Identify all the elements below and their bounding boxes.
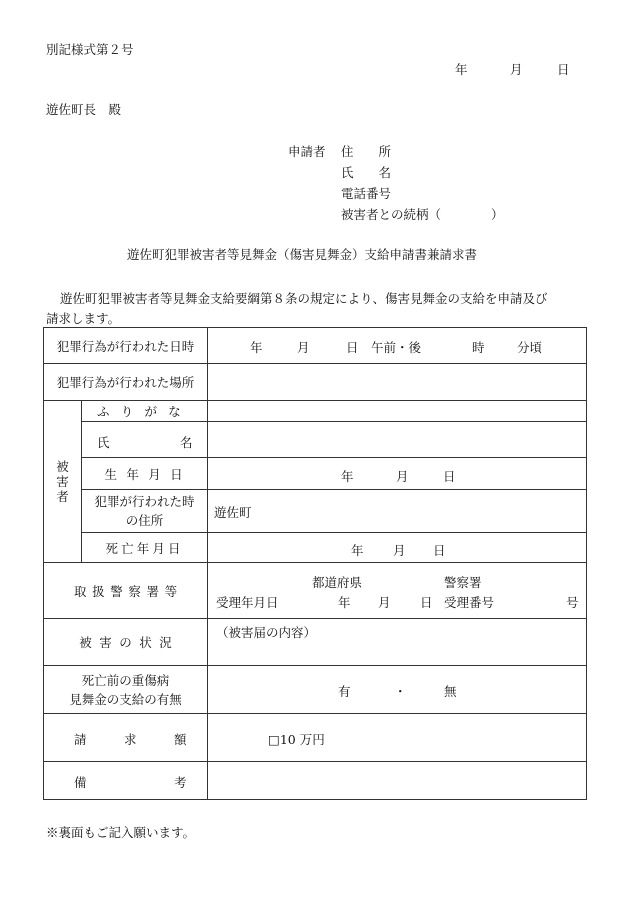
injury-separator: ・ <box>394 684 407 699</box>
police-label: 取扱警察署等 <box>44 563 208 619</box>
victim-name-label-2: 名 <box>180 435 193 450</box>
applicant-label: 申請者 <box>288 144 326 159</box>
birth-year: 年 <box>341 469 354 484</box>
police-receipt-date: 受理年月日 <box>216 595 279 610</box>
injury-yes: 有 <box>338 684 351 699</box>
row-claim-amount <box>44 714 587 762</box>
remarks-field[interactable] <box>208 762 587 800</box>
crime-date-hour: 時 <box>472 340 485 355</box>
residence-label <box>82 490 208 533</box>
birth-date-label: 生年月日 <box>82 458 208 490</box>
police-prefecture: 都道府県 <box>312 575 363 590</box>
footer-note: ※裏面もご記入願います。 <box>46 825 196 840</box>
injury-label-1: 死亡前の重傷病 <box>81 672 170 688</box>
death-date-label: 死亡年月日 <box>82 533 208 563</box>
date-year-label: 年 <box>455 62 468 77</box>
row-victim-name <box>44 422 587 458</box>
police-number-suffix: 号 <box>566 595 579 610</box>
birth-date-field[interactable] <box>208 458 587 490</box>
form-number: 別記様式第２号 <box>46 42 134 57</box>
crime-date-minute: 分頃 <box>517 340 543 355</box>
injury-payment-label <box>44 666 208 714</box>
remarks-label-1: 備 <box>74 775 87 790</box>
row-police <box>44 563 587 619</box>
police-year: 年 <box>338 595 351 610</box>
police-receipt-number: 受理番号 <box>444 595 495 610</box>
residence-label-2: の住所 <box>125 513 164 528</box>
intro-line-1: 遊佐町犯罪被害者等見舞金支給要綱第８条の規定により、傷害見舞金の支給を申請及び <box>60 291 548 306</box>
applicant-phone-label: 電話番号 <box>341 186 392 201</box>
claim-label-3: 額 <box>174 732 187 747</box>
addressee: 遊佐町長 殿 <box>46 102 122 117</box>
claim-label-1: 請 <box>74 732 87 747</box>
police-field[interactable] <box>208 563 587 619</box>
crime-place-field[interactable] <box>208 364 587 401</box>
document-title: 遊佐町犯罪被害者等見舞金（傷害見舞金）支給申請書兼請求書 <box>127 247 478 262</box>
remarks-label-2: 考 <box>174 775 187 790</box>
crime-place-label: 犯罪行為が行われた場所 <box>44 364 208 401</box>
applicant-name-label: 氏 名 <box>341 165 392 180</box>
row-crime-place <box>44 364 587 401</box>
claim-amount-field[interactable] <box>208 714 587 762</box>
victim-name-label <box>82 422 208 458</box>
applicant-relation-label: 被害者との続柄（ ） <box>341 207 504 222</box>
residence-value: 遊佐町 <box>214 505 252 520</box>
applicant-address-label: 住 所 <box>341 144 392 159</box>
birth-day: 日 <box>443 469 456 484</box>
crime-date-label: 犯罪行為が行われた日時 <box>44 328 208 364</box>
row-furigana <box>44 401 587 422</box>
victim-name-field[interactable] <box>208 422 587 458</box>
crime-date-day: 日 <box>346 340 359 355</box>
crime-date-month: 月 <box>297 340 310 355</box>
row-residence <box>44 490 587 533</box>
row-crime-date <box>44 328 587 364</box>
row-birth-date <box>44 458 587 490</box>
police-station: 警察署 <box>444 575 482 590</box>
furigana-field[interactable] <box>208 401 587 422</box>
police-day: 日 <box>420 595 433 610</box>
row-remarks <box>44 762 587 800</box>
death-year: 年 <box>351 543 364 558</box>
claim-amount-checkbox[interactable]: □10 万円 <box>268 732 325 747</box>
crime-date-field[interactable] <box>208 328 587 364</box>
death-month: 月 <box>393 543 406 558</box>
date-day-label: 日 <box>557 62 570 77</box>
injury-payment-field[interactable] <box>208 666 587 714</box>
row-damage <box>44 619 587 666</box>
application-form-table <box>43 327 587 800</box>
victim-group-label <box>44 401 82 563</box>
furigana-label: ふりがな <box>82 401 208 422</box>
remarks-label <box>44 762 208 800</box>
residence-field[interactable] <box>208 490 587 533</box>
crime-date-year: 年 <box>250 340 263 355</box>
injury-label-2: 見舞金の支給の有無 <box>69 691 182 707</box>
claim-label-2: 求 <box>124 732 137 747</box>
damage-note: （被害届の内容） <box>216 625 317 640</box>
birth-month: 月 <box>396 469 409 484</box>
row-injury-payment <box>44 666 587 714</box>
injury-no: 無 <box>444 684 457 699</box>
damage-field[interactable] <box>208 619 587 666</box>
victim-group-text: 被害者 <box>56 459 69 504</box>
residence-label-1: 犯罪が行われた時 <box>94 494 195 509</box>
damage-label: 被害の状況 <box>44 619 208 666</box>
victim-name-label-1: 氏 <box>97 435 110 450</box>
row-death-date <box>44 533 587 563</box>
police-month: 月 <box>378 595 391 610</box>
date-month-label: 月 <box>510 62 523 77</box>
death-day: 日 <box>433 543 446 558</box>
intro-line-2: 請求します。 <box>46 311 121 326</box>
crime-date-ampm: 午前・後 <box>371 340 422 355</box>
claim-amount-label <box>44 714 208 762</box>
death-date-field[interactable] <box>208 533 587 563</box>
